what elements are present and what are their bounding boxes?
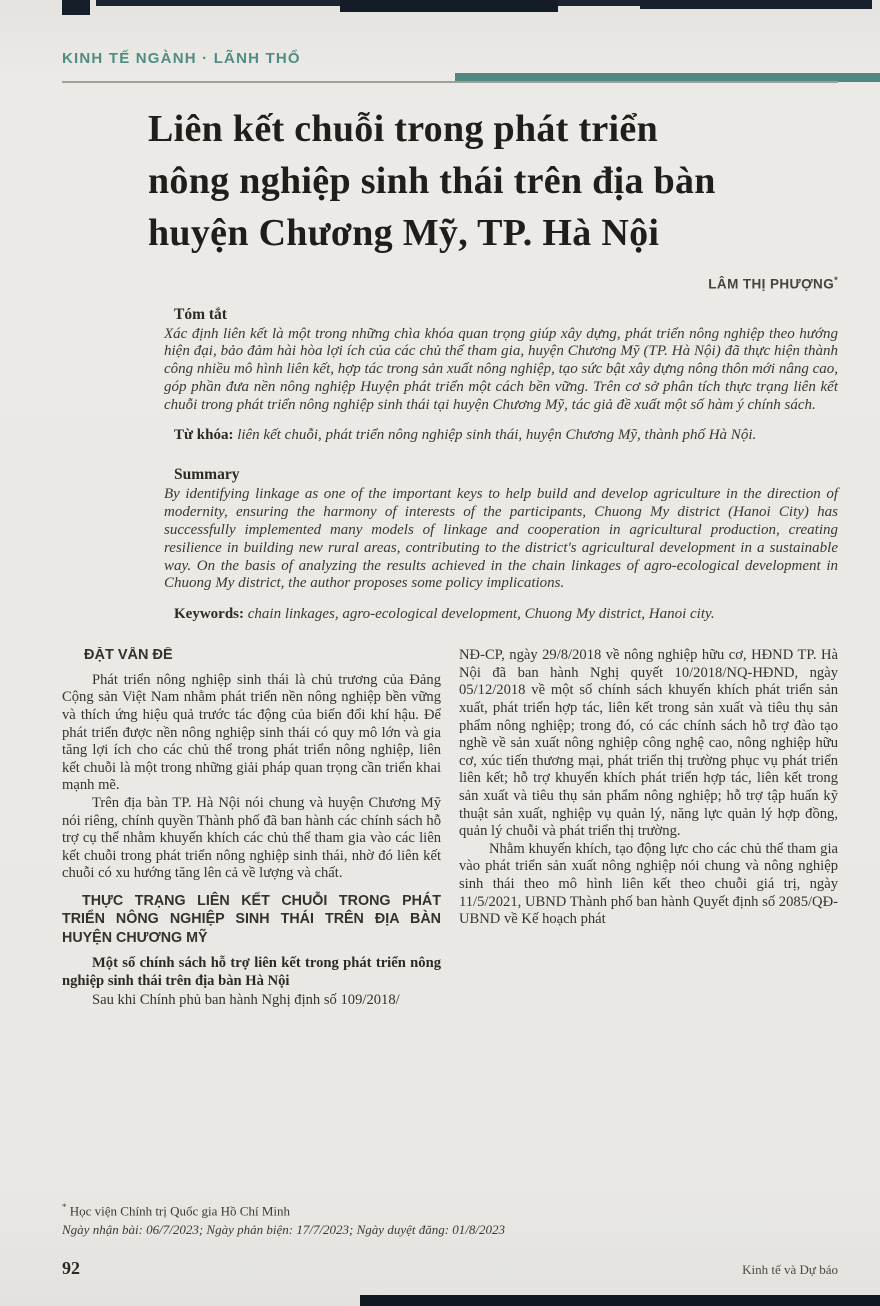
- abstract-en: [164, 466, 838, 623]
- section-heading: THỰC TRẠNG LIÊN KẾT CHUỖI TRONG PHÁT TRIỂN NÔNG NGHIỆP SINH THÁI TRÊN ĐỊA BÀN HUYỆN CHƯƠNG MỸ: [62, 892, 441, 946]
- abstract-en-label: Summary: [174, 466, 240, 484]
- article-title: [62, 103, 838, 259]
- keywords-vi-line: [164, 427, 838, 444]
- abstract-vi-label: Tóm tắt: [174, 305, 227, 323]
- subsection-heading: Một số chính sách hỗ trợ liên kết trong phát triển nông nghiệp sinh thái trên địa bàn Hà Nội: [62, 955, 441, 990]
- abstract-en-text: By identifying linkage as one of the important keys to help build and develop agriculture in the direction of modernity, ensuring the harmony of interests of the participants, Chuong My district (Hanoi City) has successfully implemented many models of linkage and cooperation in agricultural production, creating resilience in building new rural areas, contributing to the district's agricultural development in a sustainable way. On the basis of analyzing the results achieved in the chain linkages of agro-ecological development in Chuong My district, the author proposes some policy implications.: [164, 486, 838, 592]
- footnote-dates: Ngày nhận bài: 06/7/2023; Ngày phản biện: 17/7/2023; Ngày duyệt đăng: 01/8/2023: [62, 1222, 506, 1238]
- header-rule: [62, 81, 838, 83]
- journal-name: Kinh tế và Dự báo: [742, 1262, 838, 1277]
- keywords-en-label: Keywords:: [174, 606, 244, 623]
- footnote: [62, 1202, 838, 1238]
- intro-heading: ĐẶT VẤN ĐỀ: [84, 647, 173, 664]
- author-footnote-marker: *: [834, 275, 838, 285]
- scan-artifact-top-mid: [340, 0, 558, 12]
- abstract-vi: [164, 306, 838, 445]
- column-left: [62, 647, 441, 1127]
- title-line-1: Liên kết chuỗi trong phát triển: [148, 108, 659, 150]
- body-columns: [62, 647, 838, 1127]
- title-line-3: huyện Chương Mỹ, TP. Hà Nội: [148, 212, 660, 254]
- paragraph-5: Nhằm khuyến khích, tạo động lực cho các chủ thể tham gia vào phát triển sản xuất nông nghiệp nói chung và nông nghiệp sinh thái theo mô hình liên kết theo chuỗi giá trị, ngày 11/5/2021, UBND Thành phố ban hành Quyết định số 2085/QĐ-UBND về Kế hoạch phát: [459, 840, 838, 928]
- page-footer: [62, 1258, 838, 1279]
- footnote-affiliation-text: Học viện Chính trị Quốc gia Hồ Chí Minh: [69, 1203, 291, 1219]
- keywords-vi-label: Từ khóa:: [174, 427, 234, 444]
- column-right: [459, 647, 838, 1127]
- abstract-vi-text: Xác định liên kết là một trong những chìa khóa quan trọng giúp xây dựng, phát triển nông nghiệp theo hướng hiện đại, bảo đảm hài hòa lợi ích của các chủ thể tham gia, huyện Chương Mỹ (TP. Hà Nội) đã thực hiện thành công nhiều mô hình liên kết, hợp tác trong sản xuất nông nghiệp, tạo sức bật xây dựng nông thôn mới nâng cao, góp phần đưa nền nông nghiệp Huyện phát triển một cách bền vững. Trên cơ sở phân tích thực trạng liên kết chuỗi trong phát triển nông nghiệp sinh thái tại huyện Chương Mỹ, tác giả đề xuất một số hàm ý chính sách.: [164, 325, 838, 413]
- paragraph-1: Phát triển nông nghiệp sinh thái là chủ trương của Đảng Cộng sản Việt Nam nhằm phát triển nền nông nghiệp bền vững và thích ứng hiệu quả trước tác động của biến đổi khí hậu. Để phát triển được nền nông nghiệp sinh thái có quy mô lớn và gia tăng lợi ích cho các chủ thể trong phát triển nông nghiệp, liên kết chuỗi là một trong những giải pháp quan trọng cần triển khai mạnh mẽ.: [62, 671, 441, 794]
- author: [62, 275, 838, 292]
- keywords-en-line: [164, 606, 838, 623]
- title-line-2: nông nghiệp sinh thái trên địa bàn: [148, 160, 716, 202]
- paragraph-4: NĐ-CP, ngày 29/8/2018 về nông nghiệp hữu cơ, HĐND TP. Hà Nội đã ban hành Nghị quyết 10/2018/NQ-HĐND, ngày 05/12/2018 về một số chính sách khuyến khích phát triển sản xuất, phát triển hợp tác, liên kết trong sản xuất và tiêu thụ sản phẩm nông nghiệp; trong đó, có các chính sách hỗ trợ đào tạo nghề về sản xuất nông nghiệp công nghệ cao, nông nghiệp hữu cơ, xúc tiến thương mại, phát triển thị trường phục vụ phát triển liên kết; hỗ trợ khuyến khích phát triển hợp tác, liên kết trong sản xuất và tiêu thụ sản phẩm nông nghiệp; hỗ trợ tập huấn kỹ thuật sản xuất, nghiệp vụ quản lý, năng lực quản lý hợp đồng, quản lý chuỗi và phát triển thị trường.: [459, 647, 838, 840]
- scan-artifact-bottom: [360, 1295, 880, 1306]
- paragraph-3: Sau khi Chính phủ ban hành Nghị định số 109/2018/: [92, 991, 400, 1008]
- footnote-affiliation: [62, 1202, 838, 1219]
- keywords-vi-text: liên kết chuỗi, phát triển nông nghiệp sinh thái, huyện Chương Mỹ, thành phố Hà Nội.: [237, 427, 757, 444]
- scan-artifact-top-left: [62, 0, 90, 15]
- section-label: KINH TẾ NGÀNH · LÃNH THỔ: [62, 50, 301, 67]
- keywords-en-text: chain linkages, agro-ecological development, Chuong My district, Hanoi city.: [247, 606, 715, 623]
- scan-artifact-top-right: [640, 0, 872, 9]
- footnote-marker: *: [62, 1202, 67, 1212]
- paragraph-2: Trên địa bàn TP. Hà Nội nói chung và huyện Chương Mỹ nói riêng, chính quyền Thành phố đã ban hành các chính sách hỗ trợ cụ thể nhằm khuyến khích các chủ thể tham gia vào các liên kết chuỗi trong phát triển nông nghiệp sinh thái, nhờ đó liên kết chuỗi có xu hướng tăng lên cả về lượng và chất.: [62, 795, 441, 882]
- page-number: 92: [62, 1258, 80, 1278]
- author-name: LÂM THỊ PHƯỢNG: [708, 276, 835, 292]
